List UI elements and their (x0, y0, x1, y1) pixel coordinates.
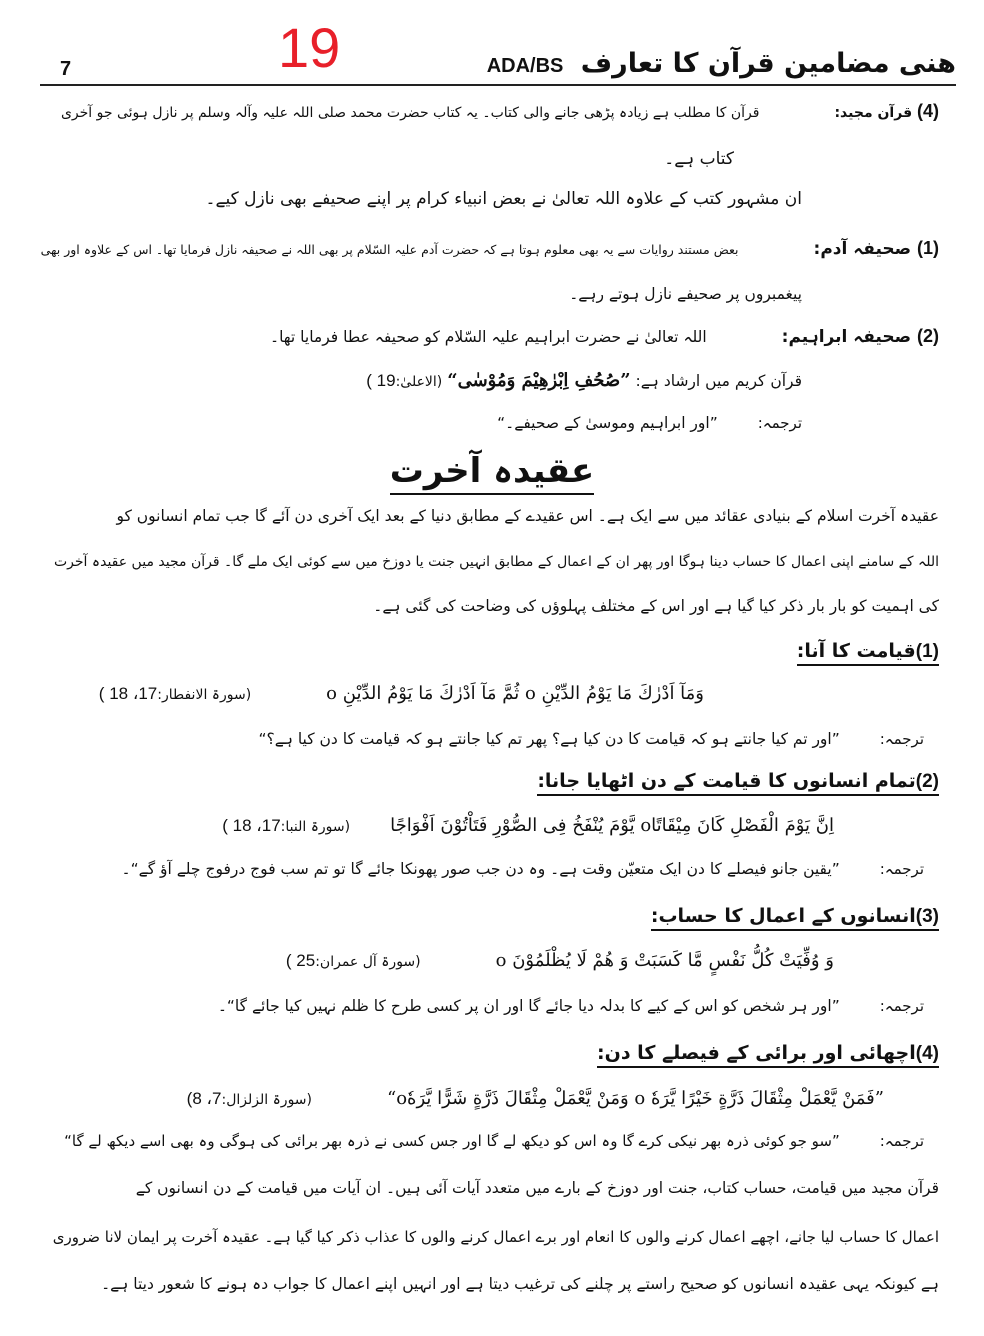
point-2-ref-num: 17، 18 ) (222, 816, 281, 835)
point-1-arabic: وَمَآ اَدْرٰكَ مَا يَوْمُ الدِّيْنِ o ثُمَّ مَآ اَدْرٰكَ مَا يَوْمُ الدِّيْنِ o (326, 683, 704, 704)
point-3-ref (285, 951, 421, 970)
point-2-verse (222, 815, 834, 838)
point-1-translation (258, 728, 924, 750)
point-1-ref-num: 17، 18 ) (98, 684, 158, 703)
point-1-ref-text: (سورۃ الانفطار: (157, 687, 252, 703)
sahifa-ibrahim-translation (497, 412, 802, 434)
point-4-translation-label: ترجمہ: (879, 1132, 924, 1150)
quran-label-text: قرآن مجید: (834, 105, 913, 121)
point-3-ref-num: 25 ) (285, 951, 316, 970)
sahifa-adam-text-1: بعض مستند روایات سے یہ بھی معلوم ہوتا ہے کہ حضرت آدم علیہ السّلام پر بھی اللہ نے صحیفہ نازل فرمایا تھا۔ اس کے علاوہ اور بھی (40, 242, 739, 257)
sahifa-adam-num: (1) (916, 238, 939, 258)
akhirat-intro-line-2: اللہ کے سامنے اپنی اعمال کا حساب دینا ہوگا اور پھر ان کے اعمال کے مطابق انہیں جنت یا دوزخ میں سے کوئی ایک ملے گا۔ قرآن مجید میں عقیدہ آخرت (54, 554, 939, 570)
point-3-translation (218, 995, 924, 1017)
quran-line-1 (61, 100, 939, 124)
sahifa-ibrahim-quote (366, 370, 802, 393)
sahifa-ibrahim-label (782, 325, 939, 348)
point-1-ref (98, 684, 252, 703)
point-1-verse (99, 683, 704, 706)
point-3-translation-label: ترجمہ: (879, 997, 924, 1015)
point-1-title: قیامت کا آنا: (797, 640, 916, 666)
section-heading-akhirat: عقیدہ آخرت (0, 450, 984, 491)
quote-ref-num: 19 ) (366, 371, 396, 390)
quote-ref (366, 371, 443, 390)
sahifa-ibrahim-label-text: صحیفہ ابراہیم: (781, 327, 912, 347)
header-title-urdu: هنی مضامین قرآن کا تعارف (580, 48, 956, 79)
quran-line-2: کتاب ہے۔ (664, 149, 734, 169)
point-2-num: (2) (916, 771, 939, 796)
point-2-title: تمام انسانوں کا قیامت کے دن اٹھایا جانا: (537, 770, 915, 796)
point-2-translation-text: ”یقین جانو فیصلے کا دن ایک متعیّن وقت ہے۔ وہ دن جب صور پھونکا جائے گا تو تم سب فوج درفوج چلے آؤ گے“۔ (121, 860, 840, 878)
point-2-ref (222, 816, 351, 835)
point-2-ref-text: (سورۃ النبا: (280, 819, 351, 835)
sahifa-adam-label (814, 237, 939, 260)
running-header-title (487, 48, 956, 79)
point-4-heading (597, 1042, 939, 1065)
point-1-heading (797, 640, 939, 663)
point-3-arabic: وَ وُفِّيَتْ كُلُّ نَفْسٍ مَّا كَسَبَتْ وَ هُمْ لَا يُظْلَمُوْنَ o (495, 950, 834, 971)
translation-text: ”اور ابراہیم وموسیٰ کے صحیفے۔“ (497, 414, 718, 432)
point-2-translation (122, 858, 925, 880)
point-3-num: (3) (916, 906, 939, 931)
point-1-translation-text: ”اور تم کیا جانتے ہو کہ قیامت کا دن کیا ہے؟ پھر تم کیا جانتے ہو کہ قیامت کا دن کیا ہے؟“ (258, 730, 840, 748)
point-3-heading (651, 905, 939, 928)
sahifa-adam-line-1 (41, 237, 939, 261)
quran-label (834, 100, 939, 124)
point-2-heading (537, 770, 939, 793)
point-1-translation-label: ترجمہ: (879, 730, 924, 748)
akhirat-intro-line-3: کی اہمیت کو بار بار ذکر کیا گیا ہے اور اس کے مختلف پہلوؤں کی وضاحت کی گئی ہے۔ (373, 597, 939, 615)
quran-line-3: ان مشہور کتب کے علاوہ اللہ تعالیٰ نے بعض انبیاء کرام پر اپنے صحیفے بھی نازل کیے۔ (205, 189, 802, 209)
point-4-ref (186, 1089, 312, 1108)
quran-label-num: (4) (916, 101, 939, 121)
point-3-translation-text: ”اور ہر شخص کو اس کے کیے کا بدلہ دیا جائے گا اور ان پر کسی طرح کا ظلم نہیں کیا جائے گا“۔ (217, 997, 840, 1015)
quote-ref-text: (الاعلیٰ: (395, 374, 443, 390)
point-2-arabic: اِنَّ يَوْمَ الْفَصْلِ كَانَ مِيْقَاتًاo يَّوْمَ يُنْفَخُ فِى الصُّوْرِ فَتَاْتُوْنَ اَفْوَاجًا (390, 815, 834, 836)
point-3-verse (286, 950, 834, 973)
point-2-translation-label: ترجمہ: (879, 860, 924, 878)
conclusion-line-2: اعمال کا حساب لیا جانے، اچھے اعمال کرنے والوں کا انعام اور برے اعمال کرنے والوں کا عذاب ذکر کیا گیا ہے۔ عقیدہ آخرت پر ایمان لانا ضروری (52, 1228, 939, 1246)
sahifa-ibrahim-text-1: اللہ تعالیٰ نے حضرت ابراہیم علیہ السّلام کو صحیفہ عطا فرمایا تھا۔ (269, 328, 707, 346)
point-4-title: اچھائی اور برائی کے فیصلے کا دن: (597, 1042, 916, 1068)
point-4-ref-num: 7، 8) (186, 1089, 222, 1108)
point-4-verse (187, 1088, 884, 1111)
point-4-num: (4) (916, 1043, 939, 1068)
point-1-num: (1) (916, 641, 939, 666)
point-3-title: انسانوں کے اعمال کا حساب: (651, 905, 916, 931)
translation-label: ترجمہ: (757, 414, 802, 432)
conclusion-line-3: ہے کیونکہ یہی عقیدہ انسانوں کو صحیح راستے پر چلنے کی ترغیب دیتا ہے اور انہیں اپنے اعمال کا جواب دہ ہونے کا شعور دیتا ہے۔ (101, 1275, 939, 1293)
header-title-code: ADA/BS (486, 55, 564, 77)
quote-arabic: ”صُحُفِ اِبْرٰهِيْمَ وَمُوْسٰى“ (447, 370, 631, 391)
sahifa-ibrahim-line-1 (270, 325, 939, 348)
sahifa-adam-line-2: پیغمبروں پر صحیفے نازل ہوتے رہے۔ (569, 285, 802, 303)
page-number: 7 (60, 58, 72, 80)
sahifa-adam-label-text: صحیفہ آدم: (813, 239, 912, 259)
header-rule (40, 84, 956, 86)
akhirat-intro-line-1: عقیدہ آخرت اسلام کے بنیادی عقائد میں سے ایک ہے۔ اس عقیدے کے مطابق دنیا کے بعد ایک آخری دن آئے گا جب تمام انسانوں کو (116, 507, 939, 525)
point-3-ref-text: (سورۃ آل عمران: (315, 954, 421, 970)
conclusion-line-1: قرآن مجید میں قیامت، حساب کتاب، جنت اور دوزخ کے بارے میں متعدد آیات آئی ہیں۔ ان آیات میں قیامت کے دن انسانوں کے (135, 1179, 939, 1197)
point-4-translation (64, 1130, 924, 1152)
red-page-number: 19 (278, 16, 341, 79)
point-4-arabic: ”فَمَنْ يَّعْمَلْ مِثْقَالَ ذَرَّةٍ خَيْرًا يَّرَهٗ o وَمَنْ يَّعْمَلْ مِثْقَالَ ذَرَّةٍ شَرًّا يَّرَهٗo“ (387, 1088, 884, 1109)
sahifa-ibrahim-num: (2) (916, 326, 939, 346)
point-4-ref-text: (سورۃ الزلزال: (221, 1092, 312, 1108)
quran-text-1: قرآن کا مطلب ہے زیادہ پڑھی جانے والی کتاب۔ یہ کتاب حضرت محمد صلی اللہ علیہ وآلہ وسلم پر نازل ہوئی جو آخری (60, 105, 760, 121)
quote-intro: قرآن کریم میں ارشاد ہے: (635, 372, 802, 390)
point-4-translation-text: ”سو جو کوئی ذرہ بھر نیکی کرے گا وہ اس کو دیکھ لے گا اور جس کسی نے ذرہ بھر برائی کی ہوگی وہ بھی اسے دیکھ لے گا“ (64, 1132, 840, 1150)
